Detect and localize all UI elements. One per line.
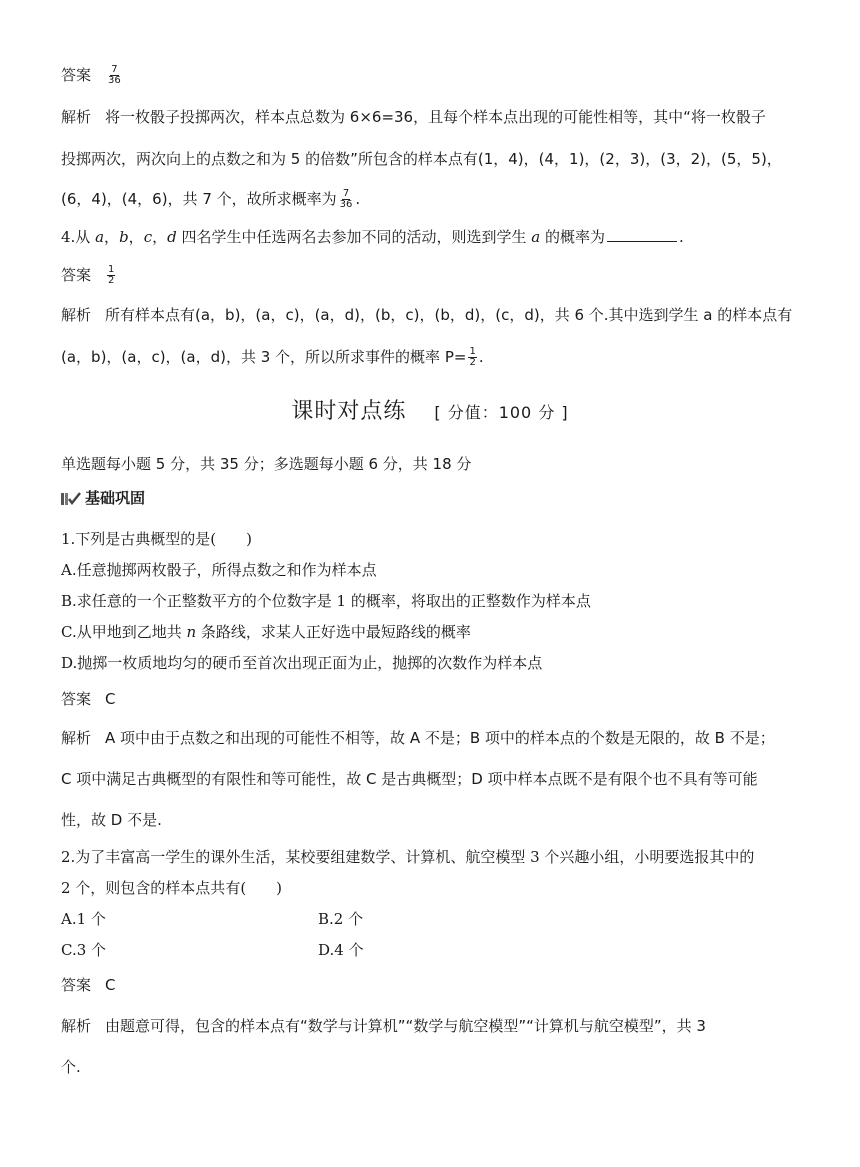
section-title (0, 394, 860, 425)
q1-answer (61, 688, 116, 710)
q4-explain-line-2: (a，b)，(a，c)，(a，d)，共 3 个，所以所求事件的概率 P= $\frac{1}{2}$ . (61, 346, 484, 368)
answer-label: 答案 (61, 266, 92, 284)
answer-label: 答案 (61, 66, 92, 84)
q2-option-d: D.4 个 (318, 941, 364, 959)
q1-explain-line-2: C 项中满足古典概型的有限性和等可能性，故 C 是古典概型；D 项中样本点既不是有限个也不具有等可能 (61, 770, 758, 788)
p1-explain-line-1: 解析 将一枚骰子投掷两次，样本点总数为 6×6=36，且每个样本点出现的可能性相等，其中“将一枚骰子 (61, 108, 766, 126)
explain-label: 解析 (61, 729, 92, 747)
q4-answer (61, 264, 117, 286)
explain-label: 解析 (61, 1017, 92, 1035)
answer-label: 答案 (61, 690, 92, 708)
q1-option-d: D.抛掷一枚质地均匀的硬币至首次出现正面为止，抛掷的次数作为样本点 (61, 654, 543, 672)
answer-value: C (105, 690, 116, 708)
explain-label: 解析 (61, 306, 92, 324)
q2-option-b: B.2 个 (318, 910, 364, 928)
q4-stem: 4.从 a，b，c，d 四名学生中任选两名去参加不同的活动，则选到学生 a 的概率为 . (61, 228, 684, 246)
explain-label: 解析 (61, 108, 92, 126)
q2-explain-line-2: 个. (61, 1058, 81, 1076)
q2-stem-line-2: 2 个，则包含的样本点共有( ) (61, 879, 283, 897)
section-score: [ 分值：100 分 ] (434, 403, 569, 422)
sub-section-title: 基础巩固 (85, 489, 146, 507)
probability-fraction: $\frac{7}{36}$ (339, 188, 353, 210)
q2-answer (61, 974, 116, 996)
probability-fraction: $\frac{1}{2}$ (469, 346, 476, 368)
q2-option-c: C.3 个 (61, 941, 107, 959)
q1-option-c: C.从甲地到乙地共 n 条路线，求某人正好选中最短路线的概率 (61, 623, 471, 641)
q2-explain-line-1: 解析 由题意可得，包含的样本点有“数学与计算机”“数学与航空模型”“计算机与航空模型”，共 3 (61, 1017, 706, 1035)
q1-stem: 1.下列是古典概型的是( ) (61, 530, 253, 548)
p1-explain-line-2: 投掷两次，两次向上的点数之和为 5 的倍数”所包含的样本点有(1，4)，(4，1)，(2，3)，(3，2)，(5，5)， (61, 150, 782, 168)
p1-answer (61, 64, 124, 86)
answer-value: C (105, 976, 116, 994)
q1-explain-line-1: 解析 A 项中由于点数之和出现的可能性不相等，故 A 不是；B 项中的样本点的个数是无限的，故 B 不是； (61, 729, 775, 747)
answer-label: 答案 (61, 976, 92, 994)
q1-option-b: B.求任意的一个正整数平方的个位数字是 1 的概率，将取出的正整数作为样本点 (61, 592, 591, 610)
p1-explain-line-3: (6，4)，(4，6)，共 7 个，故所求概率为 $\frac{7}{36}$ . (61, 188, 361, 210)
section-title-text: 课时对点练 (291, 399, 407, 424)
answer-blank (607, 227, 677, 242)
checkmark-icon (61, 491, 81, 507)
q2-stem-line-1: 2.为了丰富高一学生的课外生活，某校要组建数学、计算机、航空模型 3 个兴趣小组，小明要选报其中的 (61, 848, 755, 866)
q4-explain-line-1: 解析 所有样本点有(a，b)，(a，c)，(a，d)，(b，c)，(b，d)，(c，d)，共 6 个.其中选到学生 a 的样本点有 (61, 306, 793, 324)
scoring-note: 单选题每小题 5 分，共 35 分；多选题每小题 6 分，共 18 分 (61, 455, 472, 473)
answer-fraction: $\frac{7}{36}$ (108, 64, 121, 86)
q2-option-a: A.1 个 (61, 910, 106, 928)
answer-fraction: $\frac{1}{2}$ (108, 264, 115, 286)
q1-option-a: A.任意抛掷两枚骰子，所得点数之和作为样本点 (61, 561, 377, 579)
sub-section-header (61, 487, 145, 509)
q1-explain-line-3: 性，故 D 不是. (61, 811, 162, 829)
